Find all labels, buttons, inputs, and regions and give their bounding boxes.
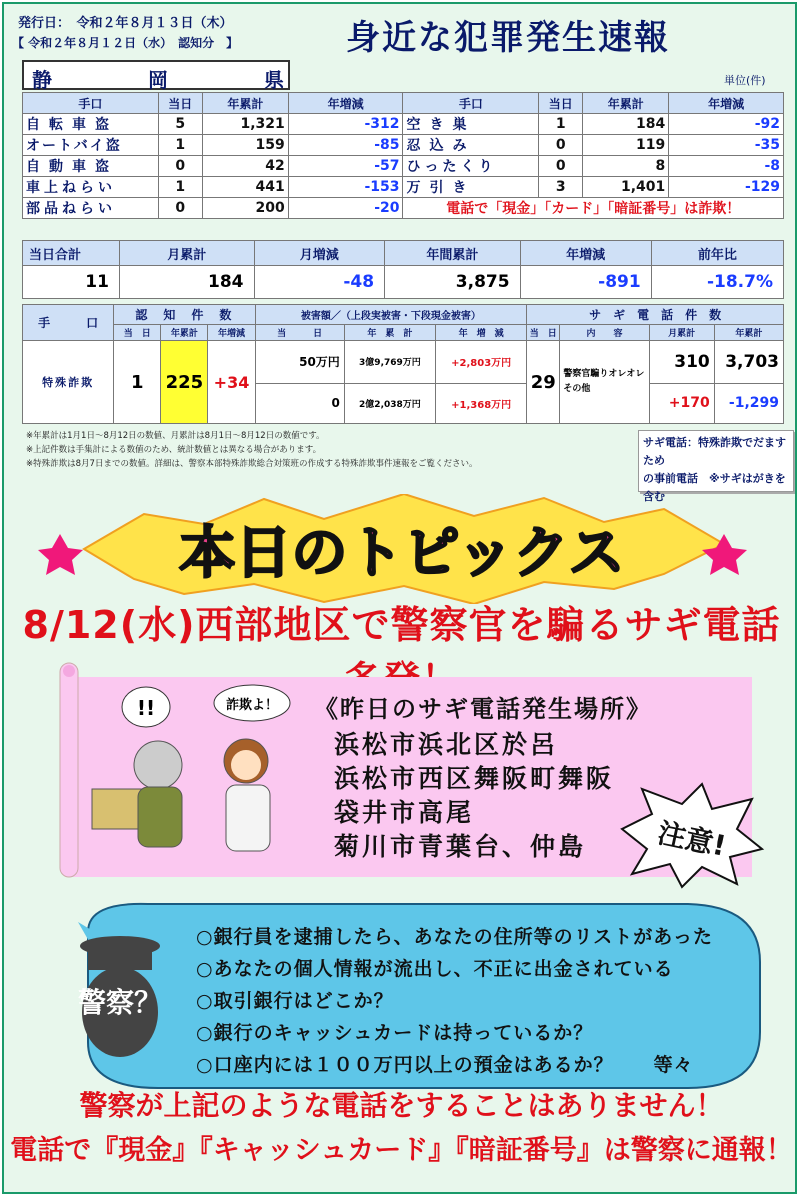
call-item: ○銀行のキャッシュカードは持っているか？ [196, 1022, 594, 1044]
prefecture-char-2: 岡 [148, 68, 168, 92]
crime-type: 部品ねらい [23, 198, 159, 219]
police-char-text: 警察？ [77, 986, 163, 1019]
ytd-count: 119 [583, 135, 669, 156]
crime-bulletin-page [2, 2, 797, 1194]
sagi-note-line: の事前電話 ※サギはがきを含む [643, 472, 786, 503]
prefecture-char-1: 静 [32, 68, 52, 92]
topics-banner [4, 494, 797, 604]
totals-table [22, 240, 784, 299]
ytd-change: -153 [288, 177, 403, 198]
ytd-change: -312 [288, 114, 403, 135]
col-header: 年累計 [202, 93, 288, 114]
col-header: 月累計 [119, 241, 254, 266]
today-count: 0 [158, 198, 202, 219]
col-subheader: 当 日 [527, 325, 560, 341]
table-row [23, 114, 784, 135]
ytd-change: -20 [288, 198, 403, 219]
ytd-count: 159 [202, 135, 288, 156]
calls-month-change: +170 [649, 383, 714, 423]
ytd-count: 1,401 [583, 177, 669, 198]
col-header: 認 知 件 数 [114, 305, 255, 325]
crime-type: 自動車盗 [23, 156, 159, 177]
footnote: ※特殊詐欺は8月7日までの数値。詳細は、警察本部特殊詐欺総合対策班の作成する特殊詐欺事件速報をご覧ください。 [26, 459, 478, 469]
prefecture-label [22, 60, 290, 90]
total-value: 11 [23, 266, 120, 299]
unit-label: 単位(件) [724, 74, 766, 87]
table-row [23, 135, 784, 156]
prefecture-char-3: 県 [264, 68, 284, 92]
col-header: 年増減 [288, 93, 403, 114]
col-header: 当日 [158, 93, 202, 114]
sagi-note-line: サギ電話：特殊詐欺でだますため [643, 436, 786, 467]
crime-type: 自転車盗 [23, 114, 159, 135]
col-header: 年増減 [520, 241, 651, 266]
crime-type: 万引き [403, 177, 539, 198]
ytd-change: -35 [669, 135, 784, 156]
col-header: サ ギ 電 話 件 数 [527, 305, 784, 325]
call-item: ○あなたの個人情報が流出し、不正に出金されている [196, 958, 674, 980]
total-value: -18.7% [651, 266, 783, 299]
col-header: 手口 [23, 93, 159, 114]
women-illustration [88, 669, 308, 869]
fraud-warning: 電話で「現金」「カード」「暗証番号」は詐欺！ [403, 198, 784, 219]
place-item: 菊川市青葉台、仲島 [334, 832, 587, 861]
ytd-count: 441 [202, 177, 288, 198]
old-woman-body [138, 787, 182, 847]
today-count: 0 [539, 156, 583, 177]
fraud-header-row [23, 305, 784, 325]
bubble-left-text: !! [136, 696, 156, 720]
col-header: 年累計 [583, 93, 669, 114]
col-header: 年間累計 [385, 241, 520, 266]
police-silhouette-icon [70, 932, 180, 1082]
ytd-change: -129 [669, 177, 784, 198]
call-item: ○銀行員を逮捕したら、あなたの住所等のリストがあった [196, 926, 714, 948]
col-subheader: 年累計 [714, 325, 783, 341]
place-item: 袋井市高尾 [334, 798, 475, 827]
sagi-location-panel [52, 659, 752, 879]
today-count: 0 [539, 135, 583, 156]
table-row [23, 177, 784, 198]
footnote: ※上記件数は手集計による数値のため、統計数値とは異なる場合があります。 [26, 445, 322, 455]
total-value: -48 [254, 266, 385, 299]
damage-ytd-bottom: 2億2,038万円 [344, 383, 435, 423]
suspicious-calls-bubble [48, 892, 763, 1092]
totals-values [23, 266, 784, 299]
ytd-count: 8 [583, 156, 669, 177]
col-header: 当日合計 [23, 241, 120, 266]
table-row [23, 198, 784, 219]
crime-type: 空き巣 [403, 114, 539, 135]
damage-change-top: +2,803万円 [436, 341, 527, 383]
today-count: 3 [539, 177, 583, 198]
total-value: 3,875 [385, 266, 520, 299]
topics-banner-text: 本日のトピックス [179, 521, 625, 586]
old-woman-head [134, 741, 182, 789]
col-header: 被害額／（上段実被害・下段現金被害） [255, 305, 527, 325]
today-count: 1 [158, 177, 202, 198]
woman-body [226, 785, 270, 851]
fraud-row-top [23, 341, 784, 383]
calls-today: 29 [527, 341, 560, 424]
call-item: ○取引銀行はどこか？ [196, 990, 394, 1012]
col-subheader: 年累計 [161, 325, 208, 341]
ytd-count: 42 [202, 156, 288, 177]
crime-type: ひったくり [403, 156, 539, 177]
fraud-row-label: 特殊詐欺 [23, 341, 114, 424]
calls-year: 3,703 [714, 341, 783, 383]
today-count: 1 [158, 135, 202, 156]
caution-text: 注意! [654, 816, 729, 863]
col-header: 当日 [539, 93, 583, 114]
calls-month: 310 [649, 341, 714, 383]
table-row [23, 156, 784, 177]
crime-type: 忍込み [403, 135, 539, 156]
police-notice: 警察が上記のような電話をすることはありません！ [79, 1089, 724, 1122]
ytd-count: 184 [583, 114, 669, 135]
ytd-change: -57 [288, 156, 403, 177]
col-subheader: 月累計 [649, 325, 714, 341]
place-item: 浜松市浜北区於呂 [334, 730, 559, 759]
bubble-right-text: 詐欺よ！ [225, 698, 279, 713]
crime-table [22, 92, 784, 219]
damage-today-top: 50万円 [255, 341, 344, 383]
call-item: ○口座内には１００万円以上の預金はあるか？ 等々 [196, 1054, 694, 1076]
report-notice: 電話で『現金』『キャッシュカード』『暗証番号』は警察に通報！ [10, 1135, 793, 1166]
crime-table-header [23, 93, 784, 114]
fraud-subheader-row [23, 325, 784, 341]
today-count: 5 [158, 114, 202, 135]
total-value: 184 [119, 266, 254, 299]
ytd-change: -92 [669, 114, 784, 135]
fraud-ytd: 225 [161, 341, 208, 424]
col-header: 月増減 [254, 241, 385, 266]
fraud-change: +34 [208, 341, 255, 424]
topic-headline: 8/12(水)西部地区で警察官を騙るサギ電話 [22, 603, 781, 647]
totals-header [23, 241, 784, 266]
col-subheader: 当 日 [114, 325, 161, 341]
col-subheader: 当 日 [255, 325, 344, 341]
ytd-count: 1,321 [202, 114, 288, 135]
today-count: 1 [539, 114, 583, 135]
damage-ytd-top: 3億9,769万円 [344, 341, 435, 383]
today-count: 0 [158, 156, 202, 177]
crime-type: 車上ねらい [23, 177, 159, 198]
fraud-today: 1 [114, 341, 161, 424]
place-item: 浜松市西区舞阪町舞阪 [334, 764, 615, 793]
ytd-count: 200 [202, 198, 288, 219]
ytd-change: -8 [669, 156, 784, 177]
col-header: 年増減 [669, 93, 784, 114]
calls-content: 警察官騙りオレオレその他 [560, 341, 649, 424]
col-subheader: 年 増 減 [436, 325, 527, 341]
page-title: 身近な犯罪発生速報 [346, 18, 670, 58]
sagi-note [638, 430, 794, 503]
col-header: 前年比 [651, 241, 783, 266]
col-subheader: 内 容 [560, 325, 649, 341]
damage-change-bottom: +1,368万円 [436, 383, 527, 423]
col-header: 手 口 [23, 305, 114, 341]
col-header: 手口 [403, 93, 539, 114]
fraud-table [22, 304, 784, 424]
places-title: 《昨日のサギ電話発生場所》 [314, 695, 652, 723]
damage-today-bottom: 0 [255, 383, 344, 423]
crime-type: オートバイ盗 [23, 135, 159, 156]
calls-year-change: -1,299 [714, 383, 783, 423]
star-left-icon [38, 534, 83, 575]
report-period: 【 令和２年８月１２日（水） 認知分 】 [12, 36, 239, 50]
total-value: -891 [520, 266, 651, 299]
col-subheader: 年増減 [208, 325, 255, 341]
caution-burst [612, 779, 772, 889]
issue-date: 発行日： 令和２年８月１３日（木） [18, 16, 233, 31]
footnote: ※年累計は1月1日～8月12日の数値、月累計は8月1日～8月12日の数値です。 [26, 431, 325, 441]
ytd-change: -85 [288, 135, 403, 156]
col-subheader: 年 累 計 [344, 325, 435, 341]
